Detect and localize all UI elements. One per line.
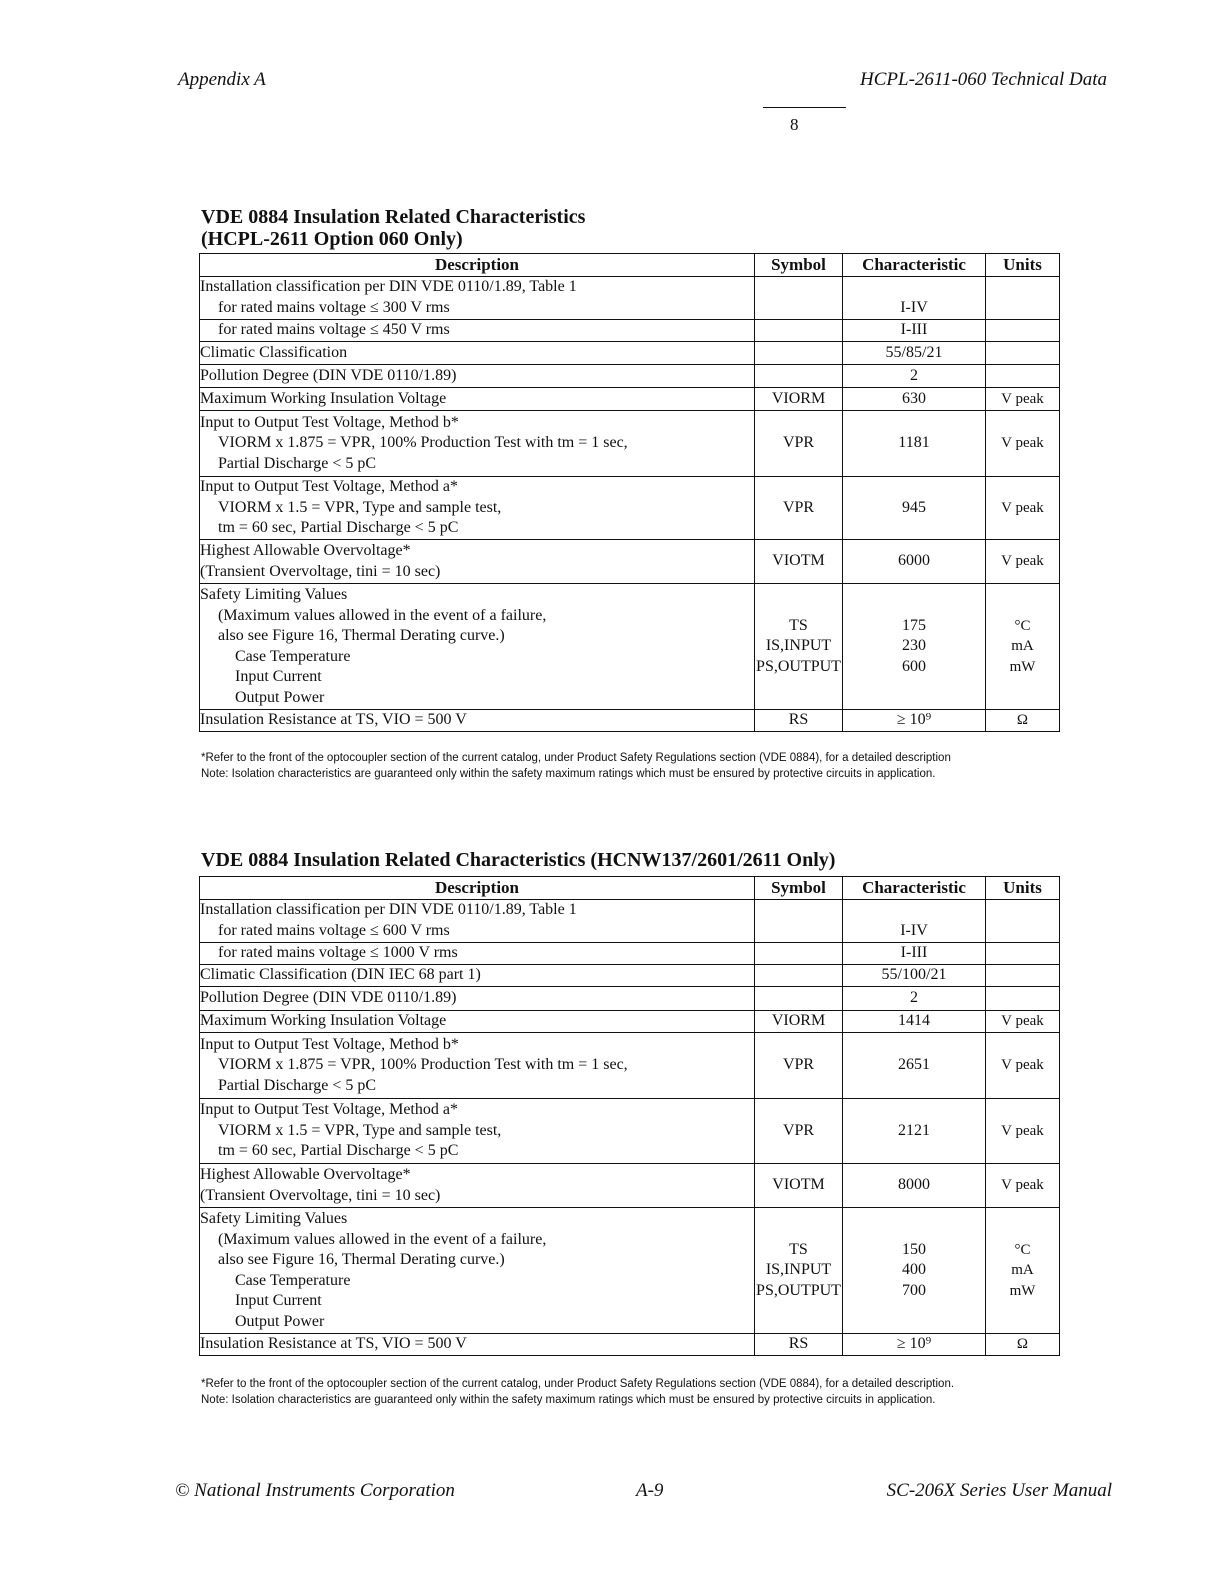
safety-output-unit: mW: [1009, 1282, 1036, 1299]
resistance-value: ≥ 10⁹: [843, 1334, 986, 1356]
table-row: [200, 1164, 1060, 1208]
install-row1-value: I-IV: [843, 298, 986, 320]
resistance-unit: Ω: [986, 710, 1060, 732]
pollution-desc: Pollution Degree (DIN VDE 0110/1.89): [200, 365, 755, 388]
table-row: [200, 1033, 1060, 1099]
safety-output-desc: Output Power: [235, 688, 325, 706]
table-row: [200, 1099, 1060, 1164]
resistance-desc: Insulation Resistance at TS, VIO = 500 V: [200, 710, 755, 732]
col-header-units: Units: [986, 254, 1060, 277]
install-row2-desc: for rated mains voltage ≤ 450 V rms: [218, 321, 450, 339]
page-number: 8: [790, 115, 799, 134]
install-label: Installation classification per DIN VDE 0110/1.89, Table 1: [200, 277, 755, 298]
table-row: [200, 365, 1060, 388]
safety-case-value: 150: [902, 1240, 926, 1258]
overvoltage-value: 6000: [843, 540, 986, 584]
climatic-desc: Climatic Classification (DIN IEC 68 part 1): [200, 965, 755, 987]
safety-output-symbol: PS,OUTPUT: [756, 1281, 841, 1299]
table-row: [200, 388, 1060, 411]
install-row1-value: I-IV: [843, 921, 986, 943]
overvoltage-symbol: VIOTM: [755, 1164, 843, 1208]
method-b-line1: Input to Output Test Voltage, Method b*: [200, 413, 459, 431]
safety-line3: also see Figure 16, Thermal Derating curve.): [218, 627, 505, 644]
safety-input-desc: Input Current: [235, 668, 322, 685]
install-row1-desc: for rated mains voltage ≤ 600 V rms: [218, 922, 450, 939]
safety-output-value: 600: [902, 657, 926, 675]
col-header-units: Units: [986, 877, 1060, 900]
method-a-line1: Input to Output Test Voltage, Method a*: [200, 1101, 458, 1119]
safety-input-symbol: IS,INPUT: [765, 637, 832, 655]
safety-case-value: 175: [902, 616, 926, 634]
install-row2-desc: for rated mains voltage ≤ 1000 V rms: [218, 944, 458, 962]
method-a-line2: VIORM x 1.5 = VPR, Type and sample test,: [218, 498, 502, 516]
max-working-value: 1414: [843, 1011, 986, 1033]
safety-output-unit: mW: [1009, 658, 1036, 675]
resistance-symbol: RS: [755, 1334, 843, 1356]
safety-input-symbol: IS,INPUT: [765, 1261, 832, 1279]
resistance-desc: Insulation Resistance at TS, VIO = 500 V: [200, 1334, 755, 1356]
footer-copyright: © National Instruments Corporation: [175, 1480, 455, 1501]
col-header-symbol: Symbol: [755, 877, 843, 900]
col-header-characteristic: Characteristic: [843, 877, 986, 900]
table-row: [200, 965, 1060, 987]
method-b-line3: Partial Discharge < 5 pC: [218, 1076, 377, 1094]
table2: [199, 876, 1060, 1356]
overvoltage-value: 8000: [843, 1164, 986, 1208]
table1-title-line2: (HCPL-2611 Option 060 Only): [201, 228, 463, 250]
safety-input-value: 230: [902, 637, 926, 655]
method-b-value: 1181: [843, 411, 986, 477]
climatic-value: 55/100/21: [843, 965, 986, 987]
install-label: Installation classification per DIN VDE 0110/1.89, Table 1: [200, 900, 755, 921]
method-b-symbol: VPR: [755, 411, 843, 477]
pollution-value: 2: [843, 365, 986, 388]
safety-line1: Safety Limiting Values: [200, 586, 348, 603]
table-row: [200, 584, 1060, 710]
header-doc-title: HCPL-2611-060 Technical Data: [860, 69, 1107, 90]
method-b-line3: Partial Discharge < 5 pC: [218, 454, 377, 472]
safety-output-symbol: PS,OUTPUT: [756, 657, 841, 675]
table1-header-row: [200, 254, 1060, 277]
table1-notes: [201, 750, 1071, 782]
safety-line3: also see Figure 16, Thermal Derating curve.): [218, 1251, 505, 1268]
col-header-description: Description: [200, 254, 755, 277]
overvoltage-unit: V peak: [986, 1164, 1060, 1208]
table-row: [200, 1334, 1060, 1356]
table-row: [200, 943, 1060, 965]
table-row: [200, 987, 1060, 1011]
method-a-unit: V peak: [986, 477, 1060, 540]
method-a-unit: V peak: [986, 1099, 1060, 1164]
install-row1-desc: for rated mains voltage ≤ 300 V rms: [218, 299, 450, 316]
method-b-symbol: VPR: [755, 1033, 843, 1099]
table-row: [200, 342, 1060, 365]
pollution-value: 2: [843, 987, 986, 1011]
header-appendix: Appendix A: [178, 69, 266, 90]
table-row: [200, 1011, 1060, 1033]
table2-footnote: *Refer to the front of the optocoupler section of the current catalog, under Product Safety Regulations section (VDE 0884), for a detailed description.: [201, 1378, 955, 1390]
table-row: [200, 277, 1060, 298]
table-row: [200, 411, 1060, 477]
safety-input-unit: mA: [1011, 1262, 1034, 1279]
max-working-value: 630: [843, 388, 986, 411]
page-number-rule: [763, 107, 846, 108]
table2-header-row: [200, 877, 1060, 900]
table1-title: [201, 206, 585, 250]
table-row: [200, 900, 1060, 921]
footer-page-label: A-9: [636, 1480, 664, 1501]
method-b-line1: Input to Output Test Voltage, Method b*: [200, 1035, 459, 1053]
overvoltage-symbol: VIOTM: [755, 540, 843, 584]
method-b-unit: V peak: [986, 411, 1060, 477]
climatic-desc: Climatic Classification: [200, 342, 755, 365]
safety-input-unit: mA: [1011, 638, 1034, 655]
max-working-symbol: VIORM: [755, 1011, 843, 1033]
safety-input-value: 400: [902, 1261, 926, 1279]
method-a-symbol: VPR: [755, 477, 843, 540]
overvoltage-line1: Highest Allowable Overvoltage*: [200, 542, 411, 559]
method-b-line2: VIORM x 1.875 = VPR, 100% Production Test with tm = 1 sec,: [218, 1056, 628, 1074]
safety-output-value: 700: [902, 1281, 926, 1299]
table1-title-line1: VDE 0884 Insulation Related Characteristics: [201, 206, 586, 228]
method-a-line3: tm = 60 sec, Partial Discharge < 5 pC: [218, 519, 459, 537]
table-row: [200, 710, 1060, 732]
method-a-line1: Input to Output Test Voltage, Method a*: [200, 478, 458, 496]
table-row: [200, 540, 1060, 584]
method-a-symbol: VPR: [755, 1099, 843, 1164]
safety-output-desc: Output Power: [235, 1312, 325, 1330]
table2-title: VDE 0884 Insulation Related Characteristics (HCNW137/2601/2611 Only): [201, 849, 836, 871]
table-row: [200, 320, 1060, 342]
col-header-characteristic: Characteristic: [843, 254, 986, 277]
footer-manual-title: SC-206X Series User Manual: [886, 1480, 1112, 1501]
table2-isolation-note: Note: Isolation characteristics are guaranteed only within the safety maximum ratings which must be ensured by protective circuits in application.: [201, 1394, 936, 1406]
table2-notes: [201, 1376, 1071, 1408]
safety-case-unit: °C: [1014, 617, 1031, 634]
safety-line2: (Maximum values allowed in the event of a failure,: [218, 1230, 547, 1248]
col-header-description: Description: [200, 877, 755, 900]
install-row2-value: I-III: [843, 320, 986, 342]
method-b-line2: VIORM x 1.875 = VPR, 100% Production Test with tm = 1 sec,: [218, 434, 628, 452]
table1-isolation-note: Note: Isolation characteristics are guaranteed only within the safety maximum ratings which must be ensured by protective circuits in application.: [201, 768, 936, 780]
table1-footnote: *Refer to the front of the optocoupler section of the current catalog, under Product Safety Regulations section (VDE 0884), for a detailed description: [201, 752, 951, 764]
safety-line2: (Maximum values allowed in the event of a failure,: [218, 606, 547, 624]
method-a-value: 2121: [843, 1099, 986, 1164]
max-working-unit: V peak: [986, 1011, 1060, 1033]
safety-case-desc: Case Temperature: [235, 1271, 351, 1289]
col-header-symbol: Symbol: [755, 254, 843, 277]
method-a-line3: tm = 60 sec, Partial Discharge < 5 pC: [218, 1142, 459, 1160]
overvoltage-line1: Highest Allowable Overvoltage*: [200, 1166, 411, 1183]
climatic-value: 55/85/21: [843, 342, 986, 365]
table-row: [200, 298, 1060, 320]
resistance-value: ≥ 10⁹: [843, 710, 986, 732]
safety-line1: Safety Limiting Values: [200, 1210, 348, 1227]
table-row: [200, 1208, 1060, 1334]
safety-input-desc: Input Current: [235, 1292, 322, 1309]
install-row2-value: I-III: [843, 943, 986, 965]
max-working-desc: Maximum Working Insulation Voltage: [200, 1011, 755, 1033]
safety-case-symbol: TS: [789, 1240, 808, 1258]
max-working-symbol: VIORM: [755, 388, 843, 411]
method-a-line2: VIORM x 1.5 = VPR, Type and sample test,: [218, 1121, 502, 1139]
resistance-symbol: RS: [755, 710, 843, 732]
table-row: [200, 921, 1060, 943]
table1: [199, 253, 1060, 732]
table-row: [200, 477, 1060, 540]
overvoltage-line2: (Transient Overvoltage, tini = 10 sec): [200, 562, 441, 580]
safety-case-symbol: TS: [789, 616, 808, 634]
method-b-unit: V peak: [986, 1033, 1060, 1099]
overvoltage-unit: V peak: [986, 540, 1060, 584]
method-b-value: 2651: [843, 1033, 986, 1099]
resistance-unit: Ω: [986, 1334, 1060, 1356]
pollution-desc: Pollution Degree (DIN VDE 0110/1.89): [200, 987, 755, 1011]
max-working-desc: Maximum Working Insulation Voltage: [200, 388, 755, 411]
safety-case-desc: Case Temperature: [235, 647, 351, 665]
max-working-unit: V peak: [986, 388, 1060, 411]
safety-case-unit: °C: [1014, 1241, 1031, 1258]
method-a-value: 945: [843, 477, 986, 540]
overvoltage-line2: (Transient Overvoltage, tini = 10 sec): [200, 1186, 441, 1204]
